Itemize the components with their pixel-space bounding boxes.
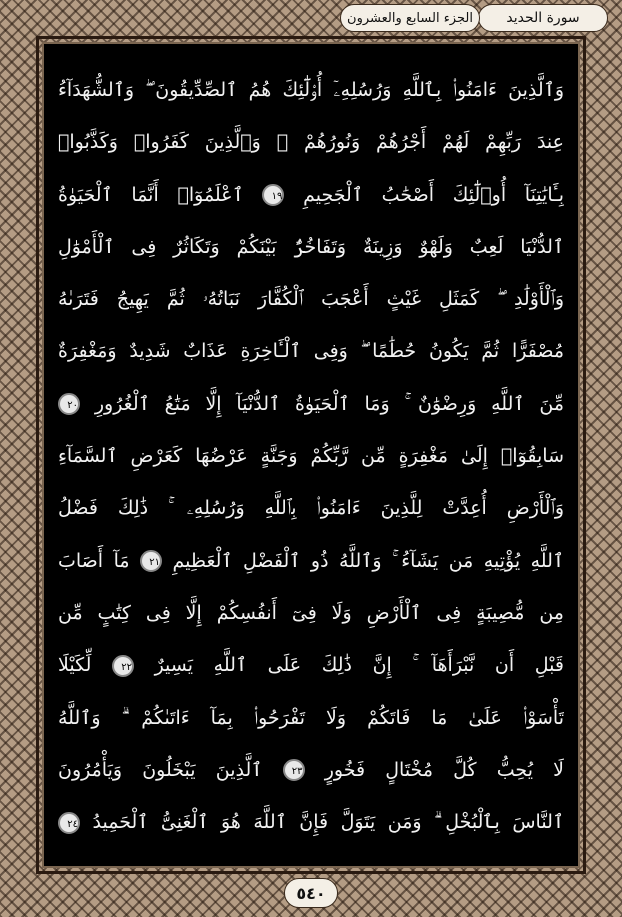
text-line: ٱلنَّاسَ بِٱلْبُخْلِ ۗ وَمَن يَتَوَلَّ فَإِنَّ ٱللَّهَ هُوَ ٱلْغَنِىُّ ٱلْحَمِيدُ ٢٤ xyxy=(58,796,564,848)
text-line: مُصْفَرًّا ثُمَّ يَكُونُ حُطَٰمًا ۖ وَفِى ٱلْـَٔاخِرَةِ عَذَابٌ شَدِيدٌ وَمَغْفِرَةٌ xyxy=(58,340,564,363)
text-line: وَٱلَّذِينَ ءَامَنُوا۟ بِٱللَّهِ وَرُسُلِهِۦٓ أُو۟لَٰٓئِكَ هُمُ ٱلصِّدِّيقُونَ ۖ وَٱلشُّهَدَآءُ xyxy=(58,79,564,101)
text-line: ٱللَّهِ يُؤْتِيهِ مَن يَشَآءُ ۚ وَٱللَّهُ ذُو ٱلْفَضْلِ ٱلْعَظِيمِ ٢١ مَآ أَصَابَ xyxy=(58,549,564,572)
ayah-number-marker: ١٩ xyxy=(262,184,284,206)
page-number: ٥٤٠ xyxy=(284,878,338,908)
text-line: لَا يُحِبُّ كُلَّ مُخْتَالٍ فَخُورٍ ٢٣ ٱلَّذِينَ يَبْخَلُونَ وَيَأْمُرُونَ xyxy=(58,758,564,781)
text-line: عِندَ رَبِّهِمْ لَهُمْ أَجْرُهُمْ وَنُورُهُمْ ۖ وَٱلَّذِينَ كَفَرُوا۟ وَكَذَّبُوا۟ xyxy=(58,131,564,154)
juz-name-label: الجزء السابع والعشرون xyxy=(340,4,480,32)
ayah-number-marker: ٢١ xyxy=(140,550,162,572)
text-line: قَبْلِ أَن نَّبْرَأَهَآ ۚ إِنَّ ذَٰلِكَ عَلَى ٱللَّهِ يَسِيرٌ ٢٢ لِّكَيْلَا xyxy=(58,654,564,677)
ayah-number-marker: ٢٠ xyxy=(58,393,80,415)
surah-name-label: سورة الحديد xyxy=(478,4,608,32)
text-line: تَأْسَوْا۟ عَلَىٰ مَا فَاتَكُمْ وَلَا تَفْرَحُوا۟ بِمَآ ءَاتَىٰكُمْ ۗ وَٱللَّهُ xyxy=(58,706,564,729)
text-line: وَٱلْأَوْلَٰدِ ۖ كَمَثَلِ غَيْثٍ أَعْجَبَ ٱلْكُفَّارَ نَبَاتُهُۥ ثُمَّ يَهِيجُ فَتَرَىٰهُ xyxy=(58,288,564,311)
ayah-number-marker: ٢٢ xyxy=(112,655,134,677)
text-line: مِّنَ ٱللَّهِ وَرِضْوَٰنٌ ۚ وَمَا ٱلْحَيَوٰةُ ٱلدُّنْيَآ إِلَّا مَتَٰعُ ٱلْغُرُورِ ٢٠ xyxy=(58,378,564,430)
text-line: بِـَٔايَٰتِنَآ أُو۟لَٰٓئِكَ أَصْحَٰبُ ٱلْجَحِيمِ ١٩ ٱعْلَمُوٓا۟ أَنَّمَا ٱلْحَيَوٰةُ xyxy=(58,183,564,206)
ayah-number-marker: ٢٣ xyxy=(283,759,305,781)
text-line: مِن مُّصِيبَةٍ فِى ٱلْأَرْضِ وَلَا فِىٓ أَنفُسِكُمْ إِلَّا فِى كِتَٰبٍ مِّن xyxy=(58,601,564,624)
text-line: وَٱلْأَرْضِ أُعِدَّتْ لِلَّذِينَ ءَامَنُوا۟ بِٱللَّهِ وَرُسُلِهِۦ ۚ ذَٰلِكَ فَضْلُ xyxy=(58,497,564,520)
text-line: ٱلدُّنْيَا لَعِبٌ وَلَهْوٌ وَزِينَةٌ وَتَفَاخُرٌۢ بَيْنَكُمْ وَتَكَاثُرٌ فِى ٱلْأَمْوَٰلِ xyxy=(58,235,564,258)
ayah-number-marker: ٢٤ xyxy=(58,812,80,834)
text-line: سَابِقُوٓا۟ إِلَىٰ مَغْفِرَةٍ مِّن رَّبِّكُمْ وَجَنَّةٍ عَرْضُهَا كَعَرْضِ ٱلسَّمَآءِ xyxy=(58,445,564,468)
quran-text-block xyxy=(58,64,564,848)
